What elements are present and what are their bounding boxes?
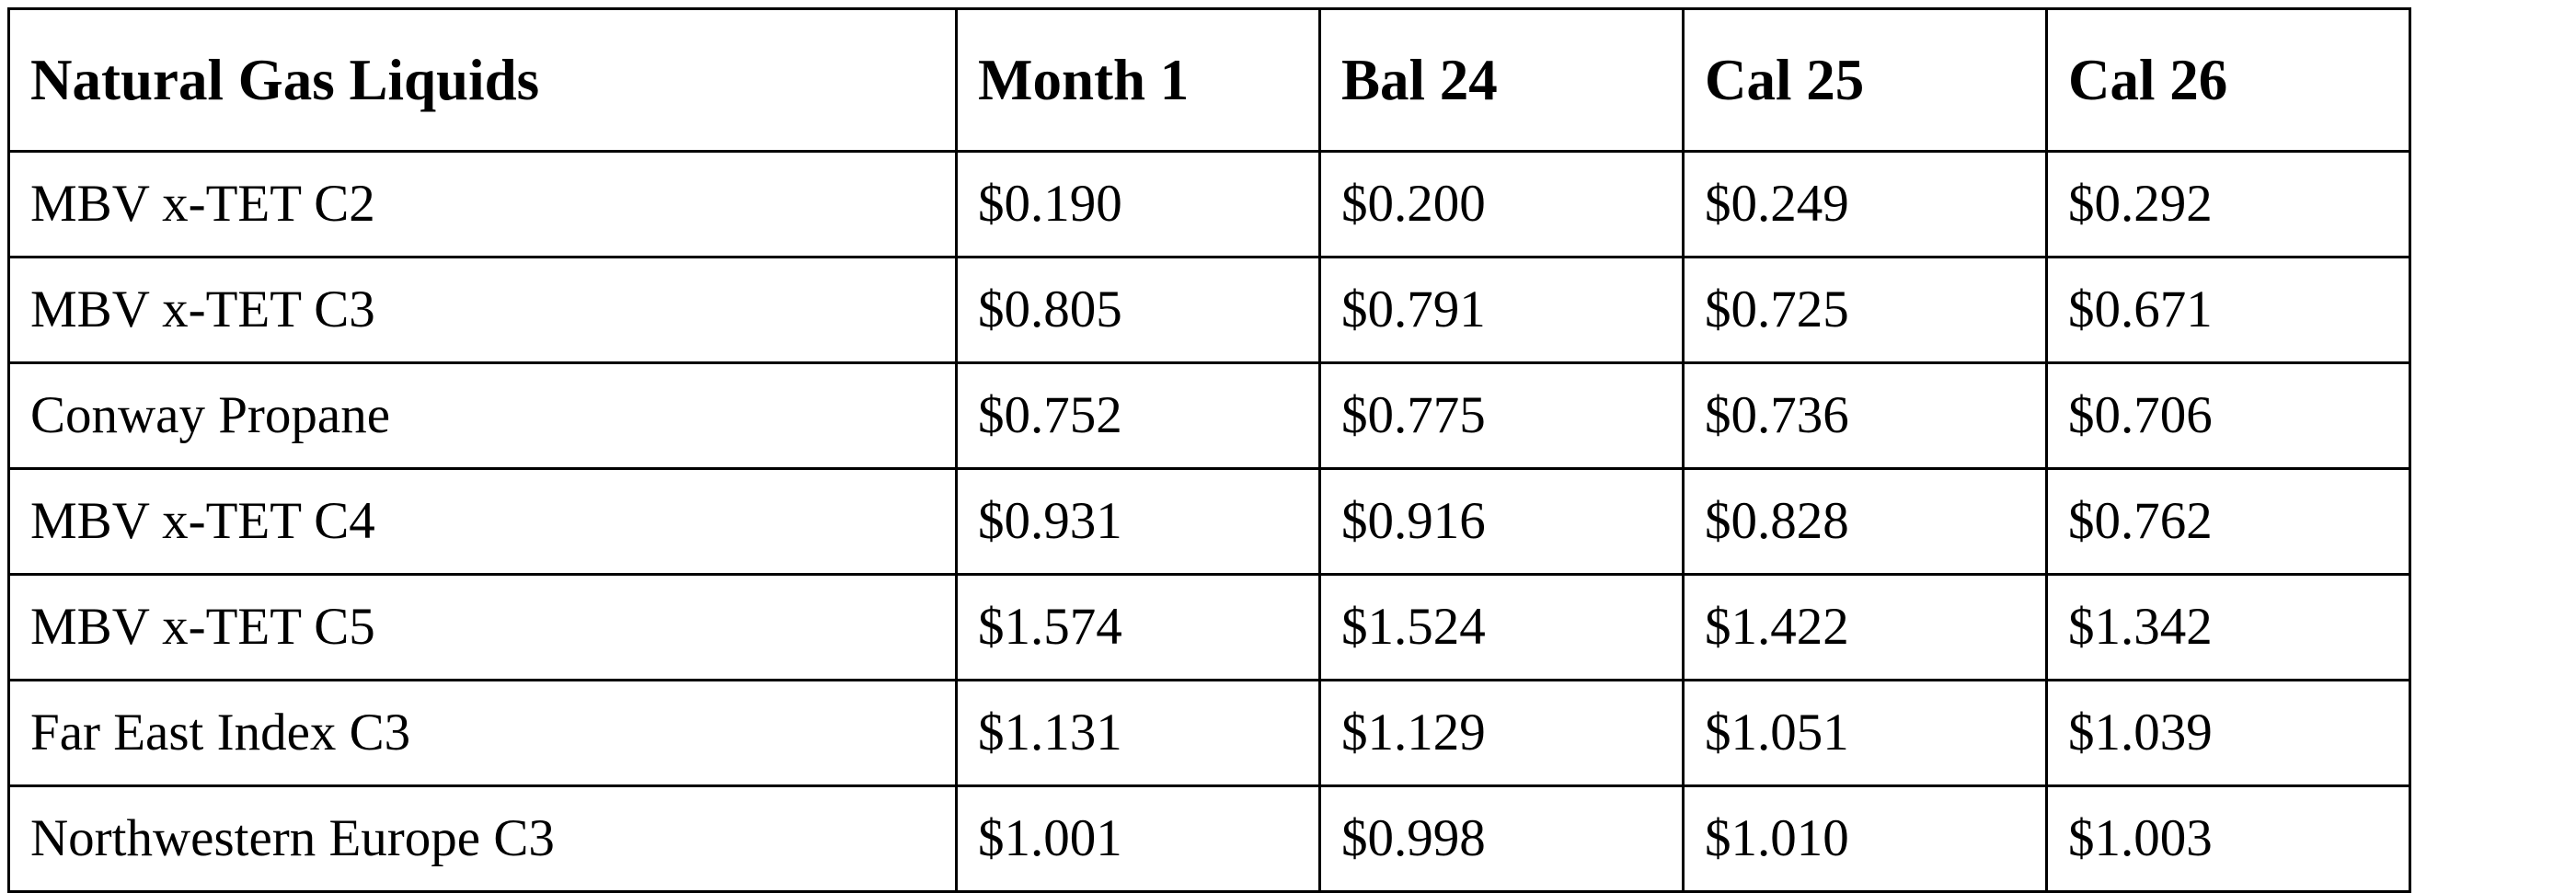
cell-bal24: $1.524 <box>1320 575 1684 681</box>
table-row <box>9 363 2410 469</box>
row-label: MBV x-TET C3 <box>9 258 957 363</box>
cell-cal25: $0.828 <box>1684 469 2047 575</box>
cell-month1: $0.752 <box>957 363 1320 469</box>
cell-cal25: $1.010 <box>1684 786 2047 892</box>
cell-cal25: $0.249 <box>1684 152 2047 258</box>
row-label: MBV x-TET C5 <box>9 575 957 681</box>
cell-bal24: $0.791 <box>1320 258 1684 363</box>
cell-cal25: $0.725 <box>1684 258 2047 363</box>
cell-bal24: $0.200 <box>1320 152 1684 258</box>
row-label: MBV x-TET C2 <box>9 152 957 258</box>
cell-cal25: $1.051 <box>1684 681 2047 786</box>
table-row <box>9 152 2410 258</box>
cell-bal24: $1.129 <box>1320 681 1684 786</box>
table-row <box>9 258 2410 363</box>
cell-month1: $1.131 <box>957 681 1320 786</box>
cell-cal26: $1.342 <box>2047 575 2410 681</box>
row-label: Far East Index C3 <box>9 681 957 786</box>
row-label: Northwestern Europe C3 <box>9 786 957 892</box>
table-header-row <box>9 9 2410 152</box>
column-header-cal-25: Cal 25 <box>1684 9 2047 152</box>
cell-cal26: $0.292 <box>2047 152 2410 258</box>
column-header-cal-26: Cal 26 <box>2047 9 2410 152</box>
column-header-bal-24: Bal 24 <box>1320 9 1684 152</box>
table-body <box>9 152 2410 892</box>
cell-cal26: $1.003 <box>2047 786 2410 892</box>
table-row <box>9 575 2410 681</box>
column-header-month-1: Month 1 <box>957 9 1320 152</box>
cell-cal26: $0.671 <box>2047 258 2410 363</box>
cell-bal24: $0.916 <box>1320 469 1684 575</box>
cell-cal26: $0.762 <box>2047 469 2410 575</box>
cell-bal24: $0.775 <box>1320 363 1684 469</box>
cell-cal26: $0.706 <box>2047 363 2410 469</box>
cell-month1: $0.805 <box>957 258 1320 363</box>
cell-cal25: $1.422 <box>1684 575 2047 681</box>
table-row <box>9 786 2410 892</box>
cell-month1: $1.001 <box>957 786 1320 892</box>
cell-month1: $0.190 <box>957 152 1320 258</box>
cell-month1: $0.931 <box>957 469 1320 575</box>
row-label: Conway Propane <box>9 363 957 469</box>
table-row <box>9 681 2410 786</box>
column-header-natural-gas-liquids: Natural Gas Liquids <box>9 9 957 152</box>
row-label: MBV x-TET C4 <box>9 469 957 575</box>
natural-gas-liquids-price-table <box>7 7 2411 893</box>
cell-month1: $1.574 <box>957 575 1320 681</box>
table-row <box>9 469 2410 575</box>
table-header <box>9 9 2410 152</box>
cell-cal26: $1.039 <box>2047 681 2410 786</box>
cell-cal25: $0.736 <box>1684 363 2047 469</box>
cell-bal24: $0.998 <box>1320 786 1684 892</box>
